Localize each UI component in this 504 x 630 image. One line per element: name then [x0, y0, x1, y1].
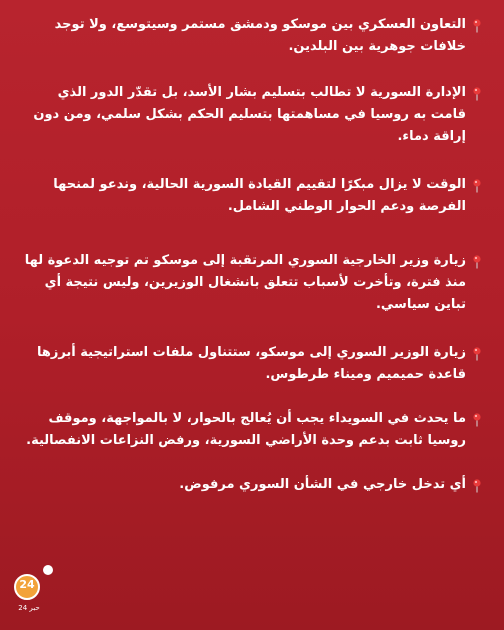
pin-icon — [472, 347, 482, 361]
pin-icon — [472, 179, 482, 193]
logo-number: 24 — [19, 578, 35, 591]
point-text: التعاون العسكري بين موسكو ودمشق مستمر وسيتوسع، ولا توجد خلافات جوهرية بين البلدين. — [54, 17, 466, 54]
point-item — [18, 408, 482, 452]
point-item — [18, 474, 482, 496]
point-text: زيارة الوزير السوري إلى موسكو، ستتناول ملفات استراتيجية أبرزها قاعدة حميميم وميناء طرطوس. — [36, 345, 466, 382]
point-text: الوقت لا يزال مبكرًا لتقييم القيادة السورية الحالية، وندعو لمنحها الفرصة ودعم الحوار الوطني الشامل. — [53, 177, 466, 214]
point-text: زيارة وزير الخارجية السوري المرتقبة إلى موسكو تم توجيه الدعوة لها منذ فترة، وتأخرت لأسباب تتعلق بانشغال الوزيرين، وليس نتيجة أي تباين سياسي. — [24, 253, 466, 312]
pin-icon — [472, 413, 482, 427]
logo-text: حبر 24 — [18, 604, 40, 612]
point-item — [18, 174, 482, 218]
point-item — [18, 82, 482, 148]
pin-icon — [472, 255, 482, 269]
point-text: أي تدخل خارجي في الشأن السوري مرفوض. — [179, 477, 466, 492]
point-item — [18, 250, 482, 316]
point-item — [18, 14, 482, 58]
points-list — [18, 14, 482, 496]
point-text: ما يحدث في السويداء يجب أن يُعالج بالحوار، لا بالمواجهة، وموقف روسيا ثابت بدعم وحدة الأراضي السورية، ورفض النزاعات الانفصالية. — [26, 411, 466, 448]
brand-logo — [12, 568, 56, 616]
point-text: الإدارة السورية لا تطالب بتسليم بشار الأسد، بل تقدّر الدور الذي قامت به روسيا في مساهمتها بتسليم الحكم بشكل سلمي، ومن دون إراقة دماء. — [33, 85, 466, 144]
pin-icon — [472, 479, 482, 493]
pin-icon — [472, 87, 482, 101]
logo-dot-icon — [43, 565, 53, 575]
pin-icon — [472, 19, 482, 33]
point-item — [18, 342, 482, 386]
